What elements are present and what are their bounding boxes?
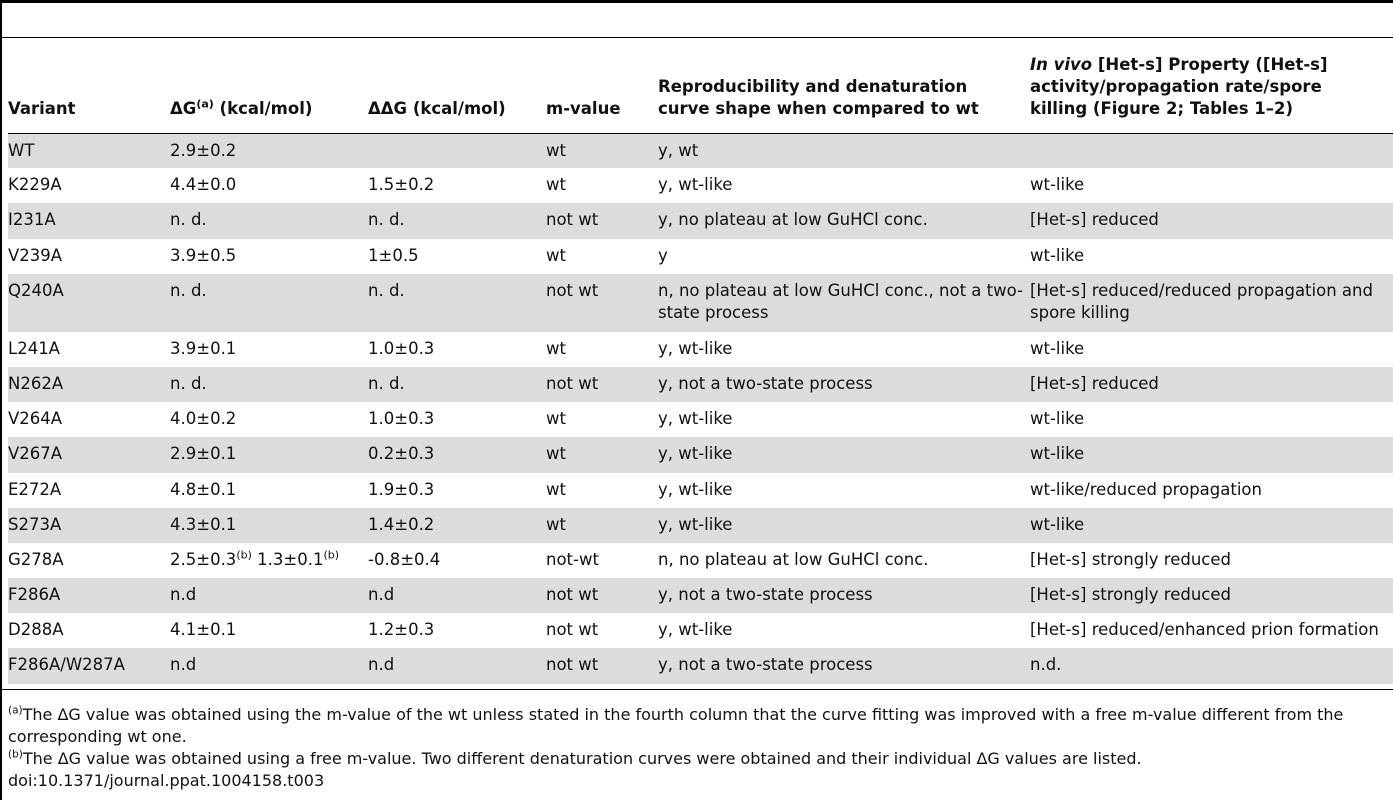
table-row xyxy=(8,239,1393,274)
cell-in-vivo: [Het-s] reduced/enhanced prion formation xyxy=(1030,620,1379,640)
cell-variant: L241A xyxy=(8,338,60,358)
cell-delta-g xyxy=(170,168,368,203)
delta-g-value: 4.1±0.1 xyxy=(170,620,237,640)
cell-m-value: not wt xyxy=(546,578,658,613)
cell-variant: N262A xyxy=(8,367,170,402)
cell-delta-delta-g: 1.5±0.2 xyxy=(368,175,435,195)
cell-reproducibility: y, wt xyxy=(658,133,1030,168)
cell-m-value: wt xyxy=(546,338,566,358)
cell-delta-g xyxy=(170,578,368,613)
cell-reproducibility: y, wt-like xyxy=(658,437,1030,472)
cell-variant: F286A xyxy=(8,578,170,613)
cell-delta-g xyxy=(170,508,368,543)
cell-variant: WT xyxy=(8,133,170,168)
cell-variant: Q240A xyxy=(8,274,170,332)
table-row xyxy=(8,168,1393,203)
cell-m-value: not wt xyxy=(546,274,658,332)
delta-g-value: 2.9±0.1 xyxy=(170,444,237,464)
delta-g-value: 4.8±0.1 xyxy=(170,479,237,499)
cell-delta-delta-g: n. d. xyxy=(368,367,546,402)
cell-delta-delta-g: 0.2±0.3 xyxy=(368,437,546,472)
data-table xyxy=(8,38,1393,684)
cell-in-vivo: wt-like xyxy=(1030,338,1085,358)
cell-delta-delta-g: 1.0±0.3 xyxy=(368,409,435,429)
cell-m-value: wt xyxy=(546,508,658,543)
table-header-row xyxy=(8,38,1393,133)
cell-in-vivo: [Het-s] strongly reduced xyxy=(1030,549,1232,569)
cell-in-vivo: wt-like xyxy=(1030,437,1393,472)
table-row xyxy=(8,578,1393,613)
cell-delta-g xyxy=(170,402,368,437)
doi: doi:10.1371/journal.ppat.1004158.t003 xyxy=(8,771,325,790)
cell-reproducibility: n, no plateau at low GuHCl conc., not a two-state process xyxy=(658,274,1030,332)
delta-g-value: 3.9±0.1 xyxy=(170,338,237,358)
header-in-vivo: In vivo [Het-s] Property ([Het-s] activity/propagation rate/spore killing (Figure 2; Tables 1–2) xyxy=(1030,38,1393,133)
cell-delta-delta-g: 1.9±0.3 xyxy=(368,479,435,499)
header-variant: Variant xyxy=(8,38,170,133)
cell-in-vivo: wt-like xyxy=(1030,409,1085,429)
cell-delta-g xyxy=(170,367,368,402)
cell-in-vivo: [Het-s] reduced xyxy=(1030,203,1393,238)
cell-delta-delta-g: 1.2±0.3 xyxy=(368,620,435,640)
cell-variant: V264A xyxy=(8,409,63,429)
cell-m-value: wt xyxy=(546,409,566,429)
footnote-a: $^{(a)}$The ΔG value was obtained using the m-value of the wt unless stated in the fourth column that the curve fitting was improved with a free m-value different from the corresponding wt one. xyxy=(8,704,1344,746)
table-row xyxy=(8,648,1393,683)
cell-delta-g xyxy=(170,648,368,683)
cell-delta-g xyxy=(170,239,368,274)
delta-g-value: n.d xyxy=(170,585,197,605)
table-row xyxy=(8,367,1393,402)
delta-g-value: 2.9±0.2 xyxy=(170,140,237,160)
cell-delta-g xyxy=(170,133,368,168)
footnote-mark: (b) xyxy=(236,548,252,562)
cell-reproducibility: y, not a two-state process xyxy=(658,648,1030,683)
cell-delta-g xyxy=(170,203,368,238)
cell-variant: K229A xyxy=(8,175,62,195)
header-delta-delta-g: ΔΔG (kcal/mol) xyxy=(368,38,546,133)
cell-m-value: not wt xyxy=(546,367,658,402)
delta-g-value: 4.4±0.0 xyxy=(170,175,237,195)
cell-m-value: not wt xyxy=(546,648,658,683)
cell-delta-delta-g: 1.0±0.3 xyxy=(368,338,435,358)
table-row xyxy=(8,203,1393,238)
delta-g-value: n. d. xyxy=(170,280,207,300)
cell-delta-delta-g: -0.8±0.4 xyxy=(368,549,441,569)
table-row xyxy=(8,133,1393,168)
cell-in-vivo: wt-like/reduced propagation xyxy=(1030,479,1262,499)
table-row xyxy=(8,437,1393,472)
table-row xyxy=(8,613,1393,648)
top-rule xyxy=(0,0,1393,3)
cell-reproducibility: y xyxy=(658,245,668,265)
delta-g-value-2: 1.3±0.1 xyxy=(251,549,324,569)
cell-in-vivo: [Het-s] reduced xyxy=(1030,367,1393,402)
delta-g-value: 3.9±0.5 xyxy=(170,245,237,265)
cell-in-vivo: wt-like xyxy=(1030,175,1085,195)
cell-delta-delta-g: 1.4±0.2 xyxy=(368,508,546,543)
table-row xyxy=(8,473,1393,508)
cell-variant: E272A xyxy=(8,479,62,499)
delta-g-value: n.d xyxy=(170,655,197,675)
cell-reproducibility: y, not a two-state process xyxy=(658,578,1030,613)
cell-delta-g xyxy=(170,473,368,508)
cell-variant: D288A xyxy=(8,620,64,640)
table-row xyxy=(8,402,1393,437)
cell-reproducibility: y, wt-like xyxy=(658,338,733,358)
cell-variant: G278A xyxy=(8,549,64,569)
cell-in-vivo xyxy=(1030,133,1393,168)
table-row xyxy=(8,543,1393,578)
cell-in-vivo: n.d. xyxy=(1030,648,1393,683)
cell-delta-g xyxy=(170,543,368,578)
cell-m-value: wt xyxy=(546,175,566,195)
cell-reproducibility: y, not a two-state process xyxy=(658,367,1030,402)
cell-delta-delta-g: n. d. xyxy=(368,203,546,238)
cell-delta-g xyxy=(170,437,368,472)
table-bottom-rule xyxy=(0,689,1393,690)
table-row xyxy=(8,508,1393,543)
cell-reproducibility: y, wt-like xyxy=(658,479,733,499)
cell-delta-delta-g xyxy=(368,133,546,168)
left-rule xyxy=(0,0,2,800)
cell-reproducibility: n, no plateau at low GuHCl conc. xyxy=(658,549,929,569)
cell-delta-delta-g: 1±0.5 xyxy=(368,245,419,265)
cell-delta-delta-g: n.d xyxy=(368,648,546,683)
cell-m-value: wt xyxy=(546,479,566,499)
cell-m-value: not wt xyxy=(546,620,599,640)
cell-in-vivo: wt-like xyxy=(1030,245,1085,265)
footnote-b: $^{(b)}$The ΔG value was obtained using a free m-value. Two different denaturation curves were obtained and their individual ΔG values are listed. xyxy=(8,748,1142,768)
header-reproducibility: Reproducibility and denaturation curve shape when compared to wt xyxy=(658,38,1030,133)
cell-m-value: not wt xyxy=(546,203,658,238)
delta-g-value: n. d. xyxy=(170,210,207,230)
header-m-value: m-value xyxy=(546,38,658,133)
cell-m-value: not-wt xyxy=(546,549,599,569)
cell-reproducibility: y, wt-like xyxy=(658,620,733,640)
cell-delta-delta-g: n. d. xyxy=(368,274,546,332)
cell-in-vivo: [Het-s] strongly reduced xyxy=(1030,578,1393,613)
footnotes xyxy=(8,704,1393,792)
cell-variant: I231A xyxy=(8,203,170,238)
cell-m-value: wt xyxy=(546,133,658,168)
cell-delta-g xyxy=(170,274,368,332)
cell-variant: V239A xyxy=(8,245,63,265)
cell-reproducibility: y, wt-like xyxy=(658,409,733,429)
cell-m-value: wt xyxy=(546,245,566,265)
delta-g-value: 2.5±0.3 xyxy=(170,549,237,569)
cell-reproducibility: y, wt-like xyxy=(658,508,1030,543)
cell-in-vivo: wt-like xyxy=(1030,508,1393,543)
cell-reproducibility: y, wt-like xyxy=(658,175,733,195)
table-body xyxy=(8,133,1393,684)
cell-in-vivo: [Het-s] reduced/reduced propagation and spore killing xyxy=(1030,274,1393,332)
footnote-mark: (b) xyxy=(323,548,340,562)
delta-g-value: 4.3±0.1 xyxy=(170,514,237,534)
delta-g-value: n. d. xyxy=(170,373,207,393)
table-row xyxy=(8,332,1393,367)
cell-variant: F286A/W287A xyxy=(8,648,170,683)
cell-delta-g xyxy=(170,332,368,367)
cell-delta-delta-g: n.d xyxy=(368,578,546,613)
cell-variant: S273A xyxy=(8,508,170,543)
table-row xyxy=(8,274,1393,332)
cell-reproducibility: y, no plateau at low GuHCl conc. xyxy=(658,203,1030,238)
cell-delta-g xyxy=(170,613,368,648)
header-delta-g: ΔG$^{(a)}$ (kcal/mol) xyxy=(170,38,368,133)
cell-variant: V267A xyxy=(8,437,170,472)
cell-m-value: wt xyxy=(546,437,658,472)
delta-g-value: 4.0±0.2 xyxy=(170,409,237,429)
